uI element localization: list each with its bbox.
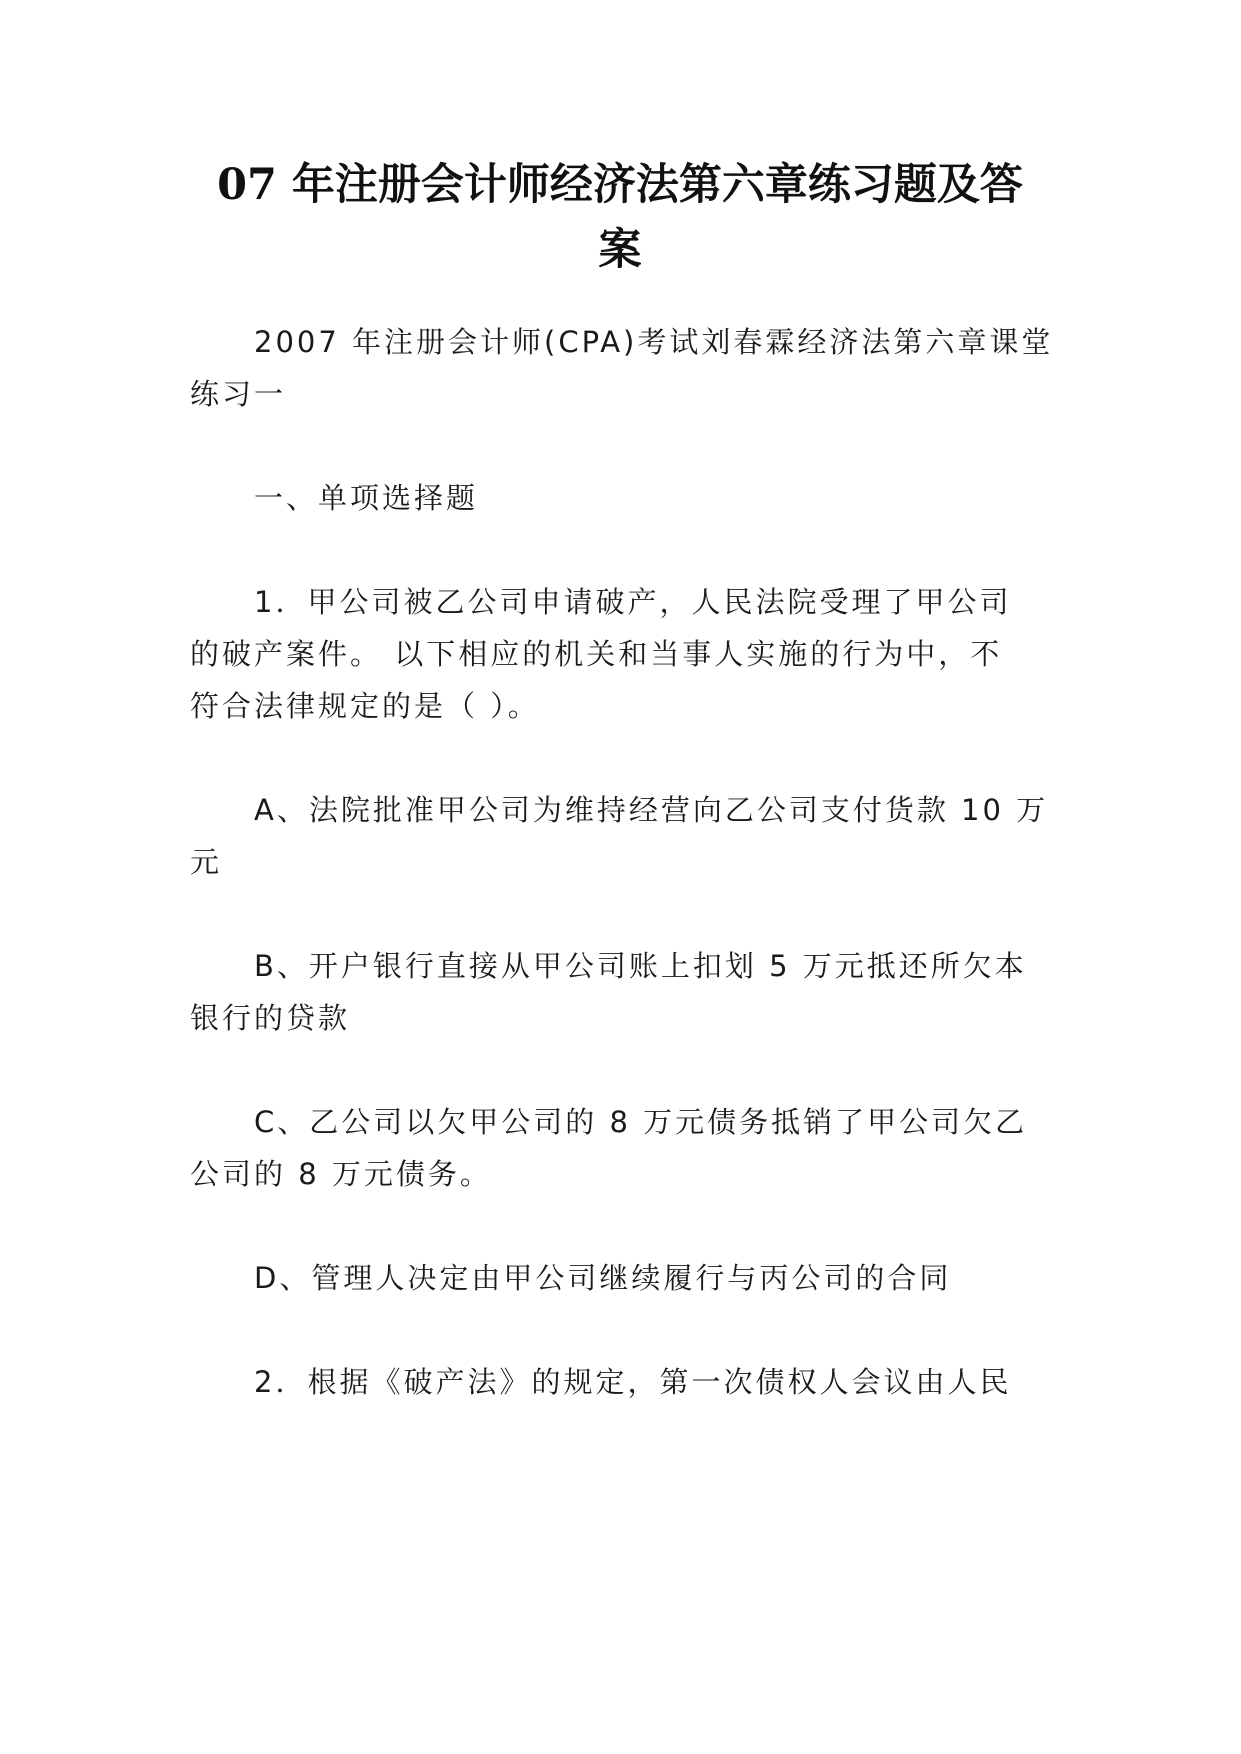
question-2-line-1: 2．根据《破产法》的规定，第一次债权人会议由人民: [254, 1365, 1012, 1399]
option-a-line-2: 元: [190, 845, 223, 879]
option-d-line-1: D、管理人决定由甲公司继续履行与丙公司的合同: [254, 1261, 952, 1295]
document-title-line-2: 案: [598, 225, 642, 275]
option-c-line-2: 公司的 8 万元债务。: [190, 1157, 492, 1191]
question-1-line-3: 符合法律规定的是（ ）。: [190, 689, 540, 723]
option-a-line-1: A、法院批准甲公司为维持经营向乙公司支付货款 10 万: [254, 793, 1049, 827]
question-1-line-2: 的破产案件。 以下相应的机关和当事人实施的行为中，不: [190, 637, 1003, 671]
option-b-line-2: 银行的贷款: [190, 1001, 351, 1035]
option-b-line-1: B、开户银行直接从甲公司账上扣划 5 万元抵还所欠本: [254, 949, 1027, 983]
intro-line-2: 练习一: [190, 377, 287, 411]
option-c-line-1: C、乙公司以欠甲公司的 8 万元债务抵销了甲公司欠乙: [254, 1105, 1028, 1139]
question-1-line-1: 1．甲公司被乙公司申请破产，人民法院受理了甲公司: [254, 585, 1012, 619]
document-title-line-1: 07 年注册会计师经济法第六章练习题及答: [217, 160, 1023, 210]
intro-line-1: 2007 年注册会计师(CPA)考试刘春霖经济法第六章课堂: [254, 325, 1054, 359]
section-heading: 一、单项选择题: [254, 481, 479, 515]
